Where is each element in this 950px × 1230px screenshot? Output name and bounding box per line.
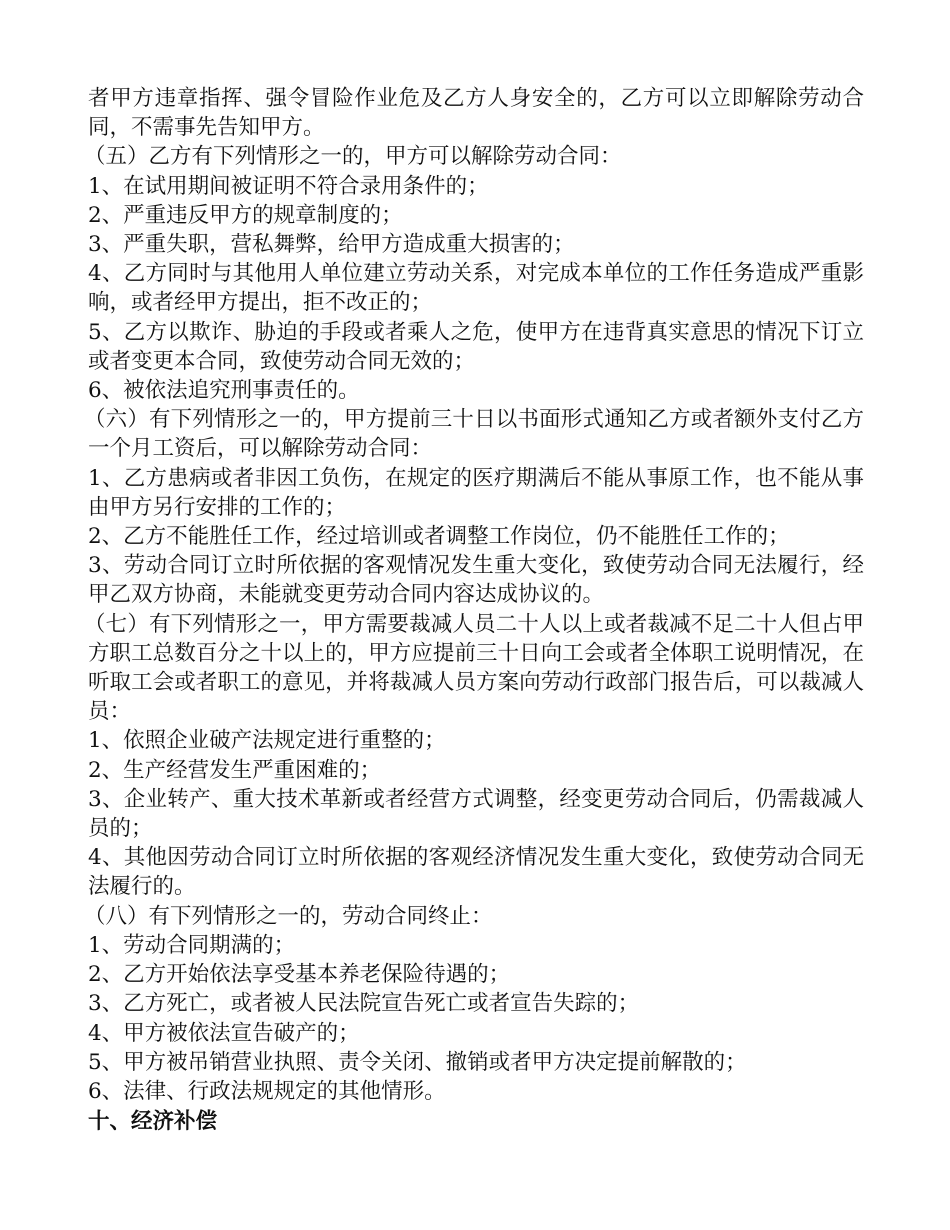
list-item: 3、劳动合同订立时所依据的客观情况发生重大变化，致使劳动合同无法履行，经甲乙双方协商，未能就变更劳动合同内容达成协议的。 xyxy=(88,553,864,608)
list-item: 1、依照企业破产法规定进行重整的； xyxy=(88,728,446,754)
document-body xyxy=(84,84,864,1136)
list-item: 1、劳动合同期满的； xyxy=(88,932,296,958)
list-item: 1、乙方患病或者非因工负伤，在规定的医疗期满后不能从事原工作，也不能从事由甲方另行安排的工作的； xyxy=(88,465,864,520)
list-item: 5、甲方被吊销营业执照、责令关闭、撤销或者甲方决定提前解散的； xyxy=(88,1049,747,1075)
list-item: 3、企业转产、重大技术革新或者经营方式调整，经变更劳动合同后，仍需裁减人员的； xyxy=(88,786,864,842)
list-item: 4、甲方被依法宣告破产的； xyxy=(88,1020,360,1046)
list-item: 4、其他因劳动合同订立时所依据的客观经济情况发生重大变化，致使劳动合同无法履行的。 xyxy=(88,845,864,900)
clause-7-heading: （七）有下列情形之一，甲方需要裁减人员二十人以上或者裁减不足二十人但占甲方职工总数百分之十以上的，甲方应提前三十日向工会或者全体职工说明情况，在听取工会或者职工的意见，并将裁减人员方案向劳动行政部门报告后，可以裁减人员： xyxy=(84,611,864,725)
list-item: 2、乙方不能胜任工作，经过培训或者调整工作岗位，仍不能胜任工作的； xyxy=(88,524,790,550)
clause-8-heading: （八）有下列情形之一的，劳动合同终止： xyxy=(84,903,493,929)
list-item: 6、法律、行政法规规定的其他情形。 xyxy=(88,1078,446,1104)
clause-6-heading: （六）有下列情形之一的，甲方提前三十日以书面形式通知乙方或者额外支付乙方一个月工资后，可以解除劳动合同： xyxy=(84,407,864,462)
list-item: 2、乙方开始依法享受基本养老保险待遇的； xyxy=(88,962,511,988)
list-item: 6、被依法追究刑事责任的。 xyxy=(88,378,360,404)
list-item: 1、在试用期间被证明不符合录用条件的； xyxy=(88,173,489,199)
list-item: 4、乙方同时与其他用人单位建立劳动关系，对完成本单位的工作任务造成严重影响，或者经甲方提出，拒不改正的； xyxy=(88,261,864,316)
paragraph-continuation: 者甲方违章指挥、强令冒险作业危及乙方人身安全的，乙方可以立即解除劳动合同，不需事先告知甲方。 xyxy=(88,86,864,141)
section-10-heading: 十、经济补偿 xyxy=(88,1109,218,1135)
list-item: 2、严重违反甲方的规章制度的； xyxy=(88,202,403,228)
list-item: 3、乙方死亡，或者被人民法院宣告死亡或者宣告失踪的； xyxy=(88,991,640,1017)
clause-5-heading: （五）乙方有下列情形之一的，甲方可以解除劳动合同： xyxy=(84,144,622,170)
list-item: 3、严重失职，营私舞弊，给甲方造成重大损害的； xyxy=(88,232,575,258)
list-item: 5、乙方以欺诈、胁迫的手段或者乘人之危，使甲方在违背真实意思的情况下订立或者变更本合同，致使劳动合同无效的； xyxy=(88,319,864,374)
list-item: 2、生产经营发生严重困难的； xyxy=(88,757,382,783)
